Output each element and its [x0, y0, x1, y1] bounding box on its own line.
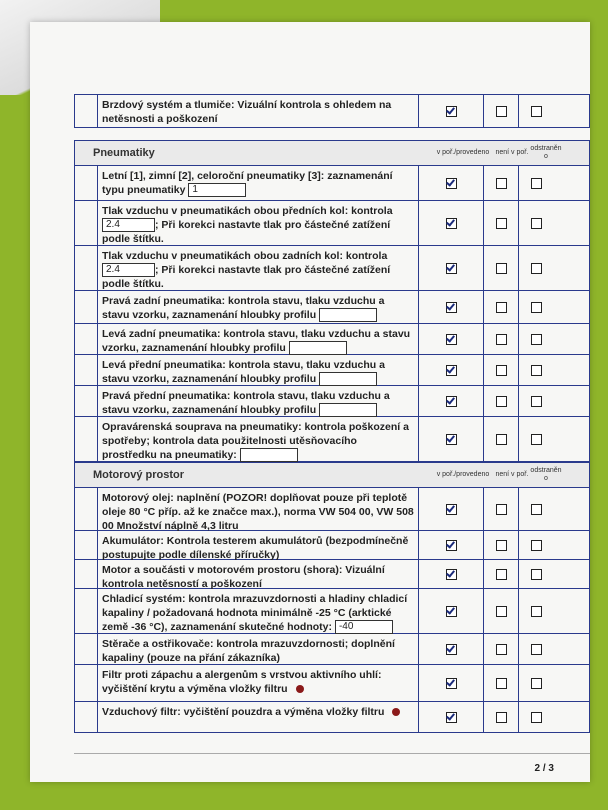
checkbox[interactable] — [531, 434, 542, 445]
section-header — [75, 463, 589, 488]
row-text — [97, 324, 418, 354]
row-text — [97, 355, 418, 385]
row-text-part: Pravá zadní pneumatika: kontrola stavu, tlaku vzduchu a stavu vzorku, zaznamenání hloubky profilu — [102, 295, 385, 321]
checkbox[interactable] — [496, 504, 507, 515]
check-fixed[interactable] — [518, 324, 553, 354]
row-text-part: ; Při korekci nastavte tlak pro částečné zatížení podle štítku. — [102, 219, 391, 246]
check-nok[interactable] — [483, 386, 518, 416]
value-field[interactable]: 2.4 — [102, 218, 155, 232]
checkbox[interactable] — [446, 178, 457, 189]
check-nok[interactable] — [483, 417, 518, 461]
checkbox[interactable] — [496, 178, 507, 189]
check-ok[interactable] — [418, 95, 483, 127]
col-header-fixed: odstraněn o — [530, 467, 562, 482]
checkbox[interactable] — [446, 644, 457, 655]
row-text-part: Stěrače a ostřikovače: kontrola mrazuvzdornosti; doplnění kapaliny (pouze na přání zákazníka) — [102, 638, 395, 664]
check-fixed[interactable] — [518, 634, 553, 664]
col-header-ok: v poř./provedeno — [436, 149, 490, 156]
checkbox[interactable] — [446, 606, 457, 617]
check-nok[interactable] — [483, 95, 518, 127]
check-fixed[interactable] — [518, 589, 553, 633]
check-fixed[interactable] — [518, 355, 553, 385]
checkbox[interactable] — [531, 606, 542, 617]
row-text: Brzdový systém a tlumiče: Vizuální kontrola s ohledem na netěsnosti a poškození — [97, 95, 418, 127]
row-text — [97, 488, 418, 530]
checkbox[interactable] — [446, 540, 457, 551]
col-header-ok: v poř./provedeno — [436, 471, 490, 478]
checkbox[interactable] — [531, 396, 542, 407]
checkbox[interactable] — [496, 396, 507, 407]
checkbox[interactable] — [531, 712, 542, 723]
check-nok[interactable] — [483, 560, 518, 588]
table-row — [75, 246, 589, 291]
checkbox[interactable] — [496, 434, 507, 445]
check-ok[interactable] — [418, 324, 483, 354]
check-ok[interactable] — [418, 488, 483, 530]
engine-section — [74, 462, 590, 733]
checkbox[interactable] — [531, 106, 542, 117]
footer-divider — [74, 753, 590, 754]
checkbox[interactable] — [496, 218, 507, 229]
check-ok[interactable] — [418, 417, 483, 461]
checkbox[interactable] — [446, 334, 457, 345]
checkbox[interactable] — [446, 569, 457, 580]
checkbox[interactable] — [531, 504, 542, 515]
checkbox[interactable] — [446, 712, 457, 723]
checkbox[interactable] — [446, 365, 457, 376]
row-text — [97, 665, 418, 701]
tyres-section — [74, 140, 590, 462]
value-field[interactable]: -40 — [335, 620, 393, 634]
check-nok[interactable] — [483, 166, 518, 200]
section-title: Pneumatiky — [93, 147, 155, 159]
row-text-part: Motor a součásti v motorovém prostoru (shora): Vizuální kontrola netěsností a poškození — [102, 564, 385, 590]
check-fixed[interactable] — [518, 291, 553, 323]
check-ok[interactable] — [418, 560, 483, 588]
checkbox[interactable] — [496, 365, 507, 376]
red-dot-mark — [392, 708, 400, 716]
check-fixed[interactable] — [518, 201, 553, 245]
table-row — [75, 324, 589, 355]
table-row — [75, 589, 589, 634]
table-row — [75, 166, 589, 201]
row-text-part: Tlak vzduchu v pneumatikách obou zadních kol: kontrola — [102, 250, 388, 262]
checkbox[interactable] — [496, 302, 507, 313]
checkbox[interactable] — [531, 178, 542, 189]
checkbox[interactable] — [531, 365, 542, 376]
check-nok[interactable] — [483, 355, 518, 385]
row-text — [97, 386, 418, 416]
checkbox[interactable] — [531, 678, 542, 689]
check-nok[interactable] — [483, 488, 518, 530]
value-field[interactable] — [319, 403, 377, 417]
check-ok[interactable] — [418, 166, 483, 200]
checkbox[interactable] — [496, 606, 507, 617]
checkbox[interactable] — [446, 106, 457, 117]
checkbox[interactable] — [446, 434, 457, 445]
checkbox[interactable] — [446, 263, 457, 274]
check-fixed[interactable] — [518, 386, 553, 416]
table-row — [75, 95, 589, 127]
row-text-part: Tlak vzduchu v pneumatikách obou předních kol: kontrola — [102, 205, 393, 217]
row-text — [97, 702, 418, 732]
check-ok[interactable] — [418, 634, 483, 664]
checkbox[interactable] — [531, 263, 542, 274]
check-ok[interactable] — [418, 531, 483, 559]
table-row — [75, 386, 589, 417]
row-text — [97, 417, 418, 461]
row-text — [97, 201, 418, 245]
row-text-part: ; Při korekci nastavte tlak pro částečné zatížení podle štítku. — [102, 264, 391, 291]
check-ok[interactable] — [418, 246, 483, 290]
checkbox[interactable] — [446, 396, 457, 407]
check-nok[interactable] — [483, 589, 518, 633]
check-nok[interactable] — [483, 531, 518, 559]
checkbox[interactable] — [446, 678, 457, 689]
page-number: 2 / 3 — [534, 763, 554, 774]
checkbox[interactable] — [496, 106, 507, 117]
checkbox[interactable] — [496, 569, 507, 580]
check-ok[interactable] — [418, 355, 483, 385]
row-text-part: Akumulátor: Kontrola testerem akumulátorů (bezpodmínečně postupujte podle dílenské příručky) — [102, 535, 409, 561]
checkbox[interactable] — [446, 218, 457, 229]
row-text — [97, 560, 418, 588]
checkbox[interactable] — [496, 644, 507, 655]
table-row — [75, 665, 589, 702]
inspection-form-page — [30, 22, 590, 782]
checkbox[interactable] — [531, 334, 542, 345]
section-title: Motorový prostor — [93, 469, 185, 481]
row-text — [97, 634, 418, 664]
value-field[interactable] — [240, 448, 298, 462]
row-text-part: Vzduchový filtr: vyčištění pouzdra a výměna vložky filtru — [102, 706, 385, 718]
checkbox[interactable] — [531, 218, 542, 229]
check-fixed[interactable] — [518, 702, 553, 732]
check-nok[interactable] — [483, 201, 518, 245]
checkbox[interactable] — [496, 334, 507, 345]
row-text — [97, 166, 418, 200]
check-ok[interactable] — [418, 291, 483, 323]
check-fixed[interactable] — [518, 95, 553, 127]
table-row — [75, 355, 589, 386]
table-row — [75, 702, 589, 732]
value-field[interactable] — [289, 341, 347, 355]
row-text-part: Opravárenská souprava na pneumatiky: kontrola poškození a spotřeby; kontrola data použitelnosti utěsňovacího prostředku na pneumatiky: — [102, 421, 409, 461]
table-row — [75, 634, 589, 665]
check-fixed[interactable] — [518, 166, 553, 200]
red-dot-mark — [296, 685, 304, 693]
checkbox[interactable] — [531, 569, 542, 580]
row-text-part: Chladicí systém: kontrola mrazuvzdornosti a hladiny chladicí kapaliny / požadovaná hodnota minimálně -25 °C (arktické země -36 °C), zaznamenání skutečné hodnoty: — [102, 593, 408, 633]
col-header-nok: není v poř. — [495, 149, 529, 156]
value-field[interactable] — [319, 308, 377, 322]
table-row — [75, 488, 589, 531]
check-ok[interactable] — [418, 702, 483, 732]
check-fixed[interactable] — [518, 560, 553, 588]
checkbox[interactable] — [446, 302, 457, 313]
check-fixed[interactable] — [518, 488, 553, 530]
col-header-fixed: odstraněn o — [530, 145, 562, 160]
row-text — [97, 246, 418, 290]
table-row — [75, 531, 589, 560]
checkbox[interactable] — [496, 540, 507, 551]
check-fixed[interactable] — [518, 531, 553, 559]
brake-section — [74, 94, 590, 128]
row-text-part: Levá zadní pneumatika: kontrola stavu, tlaku vzduchu a stavu vzorku, zaznamenání hloubky profilu — [102, 328, 411, 354]
checkbox[interactable] — [446, 504, 457, 515]
table-row — [75, 560, 589, 589]
table-row — [75, 291, 589, 324]
table-row — [75, 201, 589, 246]
check-ok[interactable] — [418, 589, 483, 633]
checkbox[interactable] — [496, 712, 507, 723]
check-nok[interactable] — [483, 702, 518, 732]
row-text-part: Motorový olej: naplnění (POZOR! doplňovat pouze při teplotě oleje 80 °C příp. až ke značce max.), norma VW 504 00, VW 508 00 Množství náplně 4,3 litru — [102, 492, 414, 532]
checkbox[interactable] — [531, 644, 542, 655]
check-nok[interactable] — [483, 324, 518, 354]
value-field[interactable] — [319, 372, 377, 386]
check-fixed[interactable] — [518, 246, 553, 290]
row-text — [97, 291, 418, 323]
check-nok[interactable] — [483, 634, 518, 664]
check-ok[interactable] — [418, 386, 483, 416]
row-text — [97, 589, 418, 633]
row-text-part: Letní [1], zimní [2], celoroční pneumatiky [3]: zaznamenání typu pneumatiky — [102, 170, 393, 196]
check-nok[interactable] — [483, 291, 518, 323]
section-header — [75, 141, 589, 166]
row-text-part: Pravá přední pneumatika: kontrola stavu, tlaku vzduchu a stavu vzorku, zaznamenání hloubky profilu — [102, 390, 390, 416]
check-ok[interactable] — [418, 201, 483, 245]
row-text-part: Filtr proti zápachu a alergenům s vrstvou aktivního uhlí: vyčištění krytu a výměna vložky filtru — [102, 669, 382, 695]
value-field[interactable]: 1 — [188, 183, 246, 197]
check-nok[interactable] — [483, 246, 518, 290]
checkbox[interactable] — [496, 678, 507, 689]
checkbox[interactable] — [496, 263, 507, 274]
check-ok[interactable] — [418, 665, 483, 701]
row-text — [97, 531, 418, 559]
checkbox[interactable] — [531, 302, 542, 313]
check-fixed[interactable] — [518, 417, 553, 461]
check-fixed[interactable] — [518, 665, 553, 701]
table-row — [75, 417, 589, 461]
value-field[interactable]: 2.4 — [102, 263, 155, 277]
check-nok[interactable] — [483, 665, 518, 701]
checkbox[interactable] — [531, 540, 542, 551]
col-header-nok: není v poř. — [495, 471, 529, 478]
row-text-part: Levá přední pneumatika: kontrola stavu, tlaku vzduchu a stavu vzorku, zaznamenání hloubky profilu — [102, 359, 385, 385]
